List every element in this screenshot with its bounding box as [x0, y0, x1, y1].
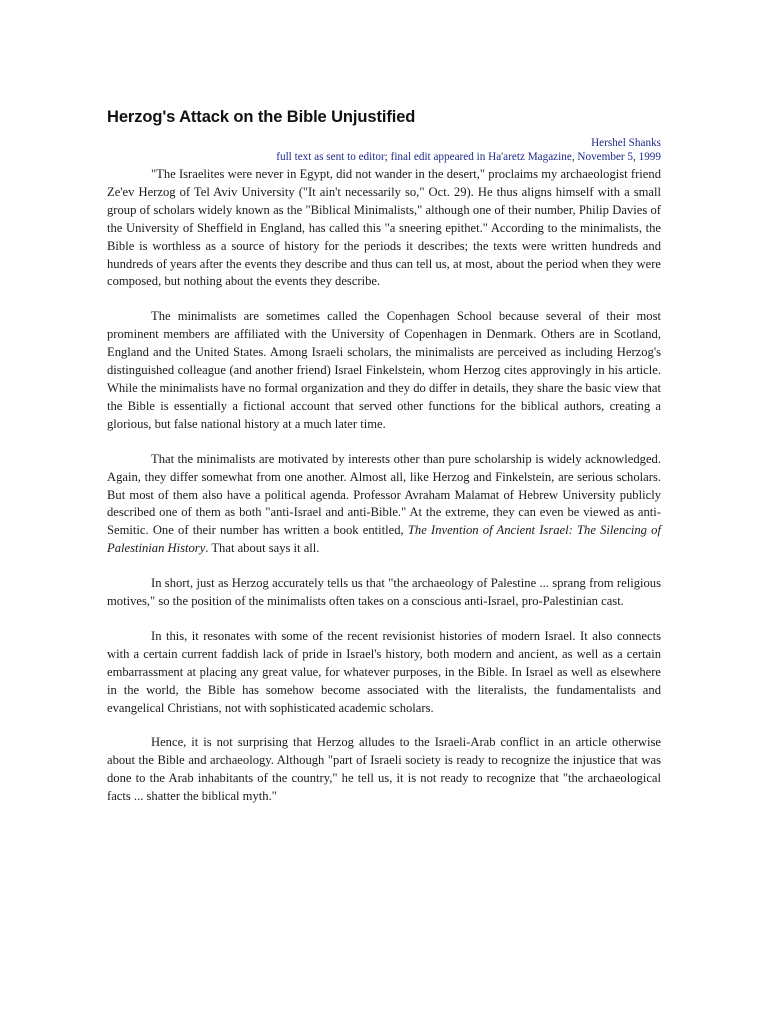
paragraph-4: In short, just as Herzog accurately tells us that "the archaeology of Palestine ... sprang from religious motives," so the position of the minimalists often takes on a conscious anti-Israel, pro-Palestinian cast. — [107, 576, 661, 609]
paragraph-1: "The Israelites were never in Egypt, did not wander in the desert," proclaims my archaeologist friend Ze'ev Herzog of Tel Aviv University ("It ain't necessarily so," Oct. 29). He thus aligns himself with a small group of scholars widely known as the "Biblical Minimalists," although one of their number, Philip Davies of the University of Sheffield in England, has called this "a sneering epithet." According to the minimalists, the Bible is worthless as a source of history for the periods it describes; the texts were written hundreds and hundreds of years after the events they describe and thus can tell us, at most, about the period when they were composed, but nothing about the events they describe. — [107, 167, 661, 289]
paragraph-5: In this, it resonates with some of the recent revisionist histories of modern Israel. It also connects with a certain current faddish lack of pride in Israel's history, both modern and ancient, as well as a certain embarrassment at placing any great value, for whatever purposes, in the Bible. In Israel as well as elsewhere in the world, the Bible has somehow become associated with the literalists, the fundamentalists and evangelical Christians, not with sophisticated academic scholars. — [107, 628, 661, 715]
paragraph-6: Hence, it is not surprising that Herzog alludes to the Israeli-Arab conflict in an article otherwise about the Bible and archaeology. Although "part of Israeli society is ready to recognize the injustice that was done to the Arab inhabitants of the country," he tell us, it is not ready to recognize that "the archaeological facts ... shatter the biblical myth." — [107, 735, 661, 804]
paragraph-2: The minimalists are sometimes called the Copenhagen School because several of their most prominent members are affiliated with the University of Copenhagen in Denmark. Others are in Scotland, England and the United States. Among Israeli scholars, the minimalists are perceived as including Herzog's distinguished colleague (and another friend) Israel Finkelstein, whom Herzog cites approvingly in his article. While the minimalists have no formal organization and they do differ in details, they share the basic view that the Bible is essentially a fictional account that served other functions for the biblical authors, creating a glorious, but false national history at a much later time. — [107, 309, 661, 431]
article-author: Hershel Shanks — [591, 137, 661, 149]
paragraph-3 — [107, 451, 661, 558]
paragraph-3-text-before: That the minimalists are motivated by interests other than pure scholarship is widely acknowledged. Again, they differ somewhat from one another. Almost all, like Herzog and Finkelstein, are serious scholars. But most of them also have a political agenda. Professor Avraham Malamat of Hebrew University publicly described one of them as both "anti-Israel and anti-Bible." At the extreme, they can even be viewed as anti-Semitic. One of their number has written a book entitled, — [107, 451, 661, 538]
book-title: The Invention of Ancient Israel: The Silencing of Palestinian History — [107, 523, 661, 556]
article-page — [107, 106, 661, 823]
publication-note: full text as sent to editor; final edit appeared in Ha'aretz Magazine, November 5, 1999 — [276, 151, 661, 163]
paragraph-3-text-after: . That about says it all. — [205, 541, 320, 556]
article-title: Herzog's Attack on the Bible Unjustified — [107, 108, 416, 126]
